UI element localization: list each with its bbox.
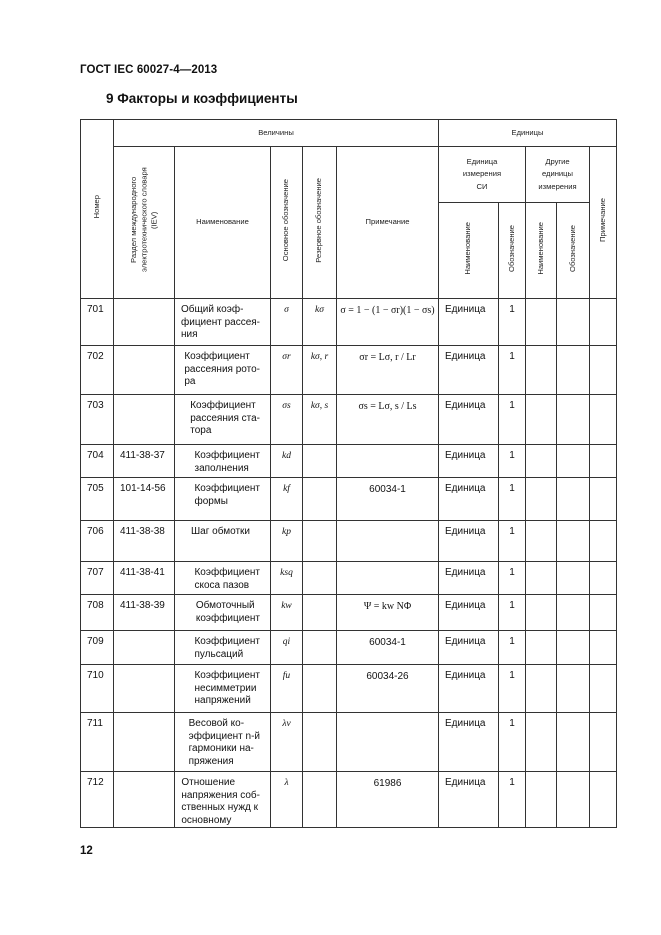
section-title: 9 Факторы и коэффициенты: [106, 91, 298, 106]
table-row: [81, 595, 617, 631]
row-unit: Единица: [439, 346, 499, 395]
table-row: [81, 445, 617, 478]
row-name: Коэффициент скоса пазов: [175, 562, 271, 595]
row-symbol: qi: [271, 631, 303, 665]
row-symbol: kp: [271, 521, 303, 562]
row-note: [337, 713, 439, 772]
row-symbol: σr: [271, 346, 303, 395]
row-designation: 1: [499, 562, 526, 595]
row-symbol: σ: [271, 299, 303, 346]
row-note: 60034-1: [337, 631, 439, 665]
row-symbol: fu: [271, 665, 303, 713]
row-number: 705: [81, 478, 114, 521]
row-symbol: λv: [271, 713, 303, 772]
row-name: Коэффициент формы: [175, 478, 271, 521]
row-name: Обмоточный коэффициент: [175, 595, 271, 631]
row-designation: 1: [499, 346, 526, 395]
table-row: [81, 346, 617, 395]
row-symbol: ksq: [271, 562, 303, 595]
row-note: σs = Lσ, s / Ls: [337, 395, 439, 445]
header-si-designation: Обозначение: [499, 203, 526, 299]
row-designation: 1: [499, 713, 526, 772]
header-reserve-symbol: Резервное обозначение: [303, 147, 337, 299]
header-number: Номер: [81, 120, 114, 299]
row-reserve: kσ, s: [303, 395, 337, 445]
row-name: Коэффициент рассеяния рото- ра: [175, 346, 271, 395]
header-main-symbol: Основное обозначение: [271, 147, 303, 299]
table-row: [81, 631, 617, 665]
table-row: [81, 562, 617, 595]
header-other-designation: Обозначение: [557, 203, 590, 299]
row-unit: Единица: [439, 562, 499, 595]
row-reserve: [303, 713, 337, 772]
row-number: 704: [81, 445, 114, 478]
row-unit: Единица: [439, 631, 499, 665]
header-si-unit: Единица измерения СИ: [439, 147, 526, 203]
row-designation: 1: [499, 445, 526, 478]
row-symbol: σs: [271, 395, 303, 445]
row-note: [337, 521, 439, 562]
row-designation: 1: [499, 299, 526, 346]
row-iev: 411-38-41: [114, 562, 175, 595]
row-note: 61986: [337, 772, 439, 828]
header-other-units: Другие единицы измерения: [526, 147, 590, 203]
row-number: 708: [81, 595, 114, 631]
row-symbol: kf: [271, 478, 303, 521]
table-row: [81, 478, 617, 521]
row-name: Коэффициент рассеяния ста- тора: [175, 395, 271, 445]
row-unit: Единица: [439, 713, 499, 772]
row-note: σ = 1 − (1 − σr)(1 − σs): [337, 299, 439, 346]
row-symbol: kw: [271, 595, 303, 631]
row-unit: Единица: [439, 395, 499, 445]
factors-table: [80, 119, 617, 828]
row-reserve: [303, 445, 337, 478]
row-iev: [114, 631, 175, 665]
row-note: 60034-26: [337, 665, 439, 713]
row-name: Коэффициент несимметрии напряжений: [175, 665, 271, 713]
row-reserve: [303, 772, 337, 828]
row-designation: 1: [499, 521, 526, 562]
header-other-name: Наименование: [526, 203, 557, 299]
table-row: [81, 665, 617, 713]
row-iev: [114, 395, 175, 445]
header-quantities: Величины: [114, 120, 439, 147]
row-designation: 1: [499, 631, 526, 665]
row-iev: 411-38-39: [114, 595, 175, 631]
row-reserve: [303, 631, 337, 665]
row-reserve: [303, 521, 337, 562]
row-name: Коэффициент заполнения: [175, 445, 271, 478]
row-iev: [114, 665, 175, 713]
row-note: [337, 445, 439, 478]
standard-title: ГОСТ IEC 60027-4—2013: [80, 64, 218, 76]
row-unit: Единица: [439, 299, 499, 346]
row-designation: 1: [499, 595, 526, 631]
row-designation: 1: [499, 395, 526, 445]
row-number: 703: [81, 395, 114, 445]
table-row: [81, 395, 617, 445]
page-number: 12: [80, 845, 93, 857]
row-note: 60034-1: [337, 478, 439, 521]
row-iev: [114, 772, 175, 828]
row-designation: 1: [499, 478, 526, 521]
row-symbol: kd: [271, 445, 303, 478]
row-name: Коэффициент пульсаций: [175, 631, 271, 665]
row-note: σr = Lσ, r / Lr: [337, 346, 439, 395]
row-number: 702: [81, 346, 114, 395]
row-reserve: kσ, r: [303, 346, 337, 395]
header-units: Единицы: [439, 120, 617, 147]
row-note: Ψ = kw NΦ: [337, 595, 439, 631]
row-name: Отношение напряжения соб- ственных нужд к основному: [175, 772, 271, 828]
row-unit: Единица: [439, 595, 499, 631]
table-row: [81, 299, 617, 346]
table-row: [81, 521, 617, 562]
row-number: 706: [81, 521, 114, 562]
row-unit: Единица: [439, 772, 499, 828]
row-unit: Единица: [439, 445, 499, 478]
row-iev: [114, 346, 175, 395]
row-number: 707: [81, 562, 114, 595]
row-note: [337, 562, 439, 595]
row-designation: 1: [499, 772, 526, 828]
row-name: Шаг обмотки: [175, 521, 271, 562]
header-note: Примечание: [337, 147, 439, 299]
row-iev: [114, 299, 175, 346]
row-number: 710: [81, 665, 114, 713]
row-iev: 101-14-56: [114, 478, 175, 521]
row-reserve: [303, 478, 337, 521]
table-row: [81, 713, 617, 772]
row-unit: Единица: [439, 665, 499, 713]
row-number: 711: [81, 713, 114, 772]
row-number: 701: [81, 299, 114, 346]
header-iev: Раздел международного электротехнического словаря (IEV): [114, 147, 175, 299]
row-reserve: [303, 595, 337, 631]
table-row: [81, 772, 617, 828]
header-name: Наименование: [175, 147, 271, 299]
row-iev: [114, 713, 175, 772]
row-iev: 411-38-37: [114, 445, 175, 478]
row-name: Общий коэф- фициент рассея- ния: [175, 299, 271, 346]
row-iev: 411-38-38: [114, 521, 175, 562]
row-name: Весовой ко- эффициент n-й гармоники на- пряжения: [175, 713, 271, 772]
row-designation: 1: [499, 665, 526, 713]
header-units-note: Примечание: [590, 147, 617, 299]
row-reserve: kσ: [303, 299, 337, 346]
row-number: 712: [81, 772, 114, 828]
row-reserve: [303, 562, 337, 595]
row-number: 709: [81, 631, 114, 665]
row-unit: Единица: [439, 521, 499, 562]
row-symbol: λ: [271, 772, 303, 828]
header-si-name: Наименование: [439, 203, 499, 299]
row-reserve: [303, 665, 337, 713]
row-unit: Единица: [439, 478, 499, 521]
